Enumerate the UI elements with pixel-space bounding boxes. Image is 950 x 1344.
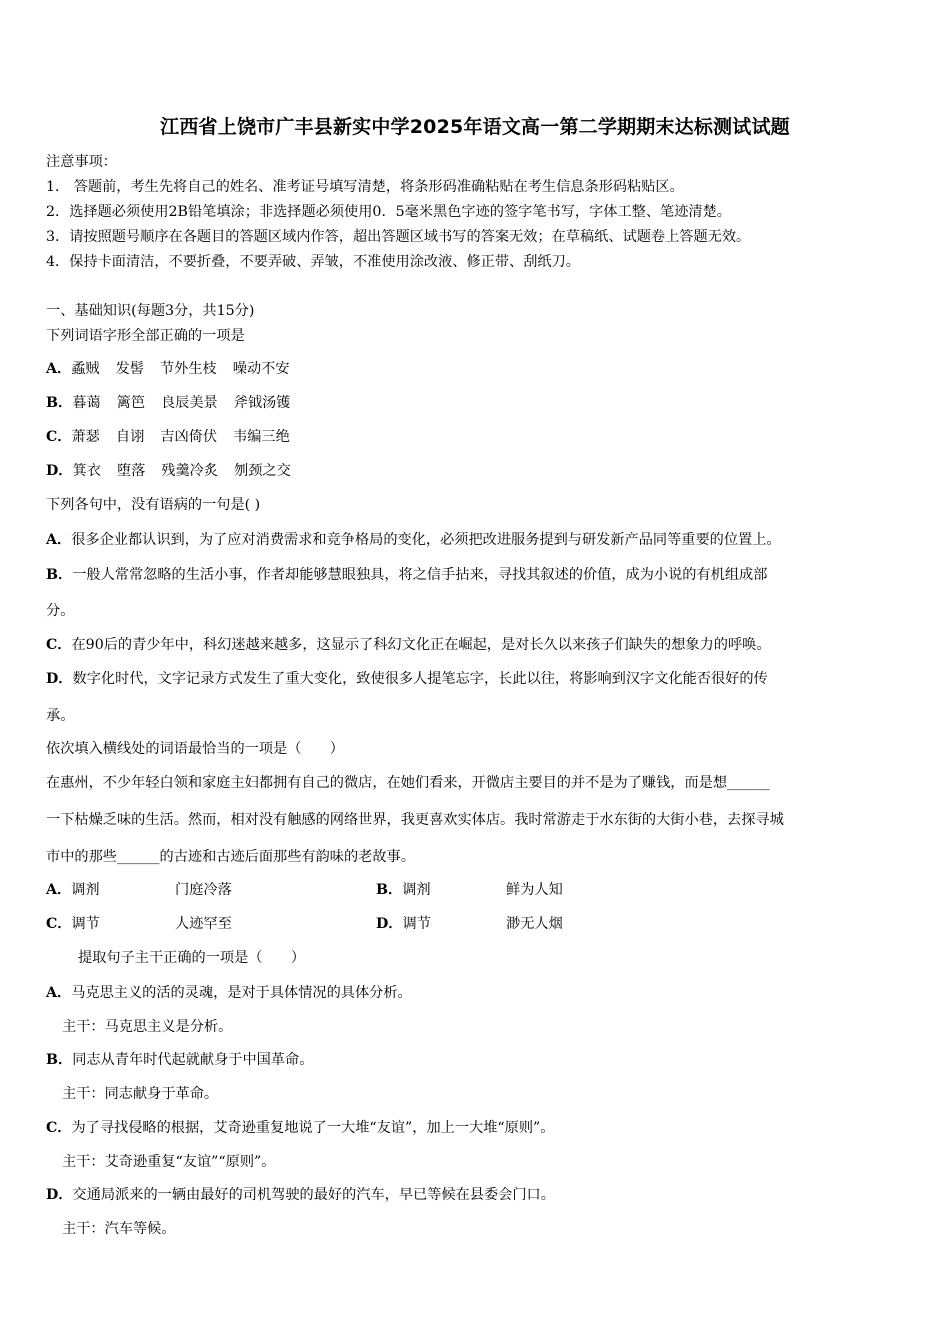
option-text: 数字化时代，文字记录方式发生了重大变化，致使很多人提笔忘字，长此以往，将影响到汉字文化能否很好的传 — [72, 671, 768, 687]
option-letter: A． — [46, 882, 72, 898]
word: 调节 — [402, 916, 431, 932]
word: 发髻 — [115, 361, 144, 377]
word: 蟊贼 — [71, 361, 100, 377]
q2-option-d — [46, 669, 768, 689]
notice-heading: 注意事项： — [46, 154, 117, 170]
option-letter: A． — [46, 361, 72, 377]
q3-option-a — [46, 880, 100, 900]
option-letter: D． — [46, 671, 73, 687]
word: 节外生枝 — [159, 361, 217, 377]
q2-option-a — [46, 530, 781, 550]
option-text: 一般人常常忽略的生活小事，作者却能够慧眼独具，将之信手拈来，寻找其叙述的价值，成为小说的有机组成部 — [72, 567, 768, 583]
q4-option-c-main: 主干：艾奇逊重复“友谊”“原则”。 — [62, 1154, 276, 1170]
option-text: 交通局派来的一辆由最好的司机驾驶的最好的汽车，早已等候在县委会门口。 — [72, 1187, 555, 1203]
q3-option-c-word2: 人迹罕至 — [175, 916, 232, 932]
q1-option-c — [46, 427, 290, 447]
option-letter: B． — [46, 567, 73, 583]
word: 堕落 — [116, 463, 146, 479]
word: 调节 — [71, 916, 100, 932]
q1-option-a — [46, 359, 290, 379]
section-heading: 一、基础知识(每题3分，共15分) — [46, 303, 255, 319]
q3-option-b-word2: 鲜为人知 — [506, 882, 563, 898]
word: 斧钺汤镬 — [233, 395, 291, 411]
q3-passage-line-3: 市中的那些______的古迹和古迹后面那些有韵味的老故事。 — [46, 849, 415, 865]
word: 调剂 — [71, 882, 100, 898]
word: 残羹冷炙 — [161, 463, 219, 479]
q1-option-b — [46, 393, 291, 413]
q2-option-b — [46, 565, 767, 585]
q3-option-d — [376, 914, 431, 934]
word: 刎颈之交 — [234, 463, 291, 479]
q4-option-b-main: 主干：同志献身于革命。 — [62, 1086, 219, 1102]
word: 吉凶倚伏 — [160, 429, 218, 445]
q4-option-b — [46, 1050, 313, 1070]
word: 箕衣 — [72, 463, 101, 479]
q3-option-c — [46, 914, 100, 934]
q4-option-d-main: 主干：汽车等候。 — [62, 1221, 176, 1237]
notice-item-4: 4．保持卡面清洁，不要折叠，不要弄破、弄皱，不准使用涂改液、修正带、刮纸刀。 — [46, 254, 580, 270]
q2-stem: 下列各句中，没有语病的一句是( ) — [46, 497, 261, 513]
q4-stem: 提取句子主干正确的一项是（ ） — [78, 950, 306, 966]
option-letter: B． — [376, 882, 403, 898]
option-text: 很多企业都认识到，为了应对消费需求和竞争格局的变化，必须把改进服务提到与研发新产品同等重要的位置上。 — [71, 532, 781, 548]
q4-option-a-main: 主干：马克思主义是分析。 — [62, 1019, 233, 1035]
word: 暮蔼 — [72, 395, 101, 411]
word: 良辰美景 — [160, 395, 218, 411]
page-title: 江西省上饶市广丰县新实中学2025年语文高一第二学期期末达标测试试题 — [160, 116, 790, 138]
word: 萧瑟 — [71, 429, 100, 445]
option-text: 马克思主义的活的灵魂，是对于具体情况的具体分析。 — [71, 985, 412, 1001]
option-letter: D． — [46, 463, 73, 479]
q4-option-d — [46, 1185, 555, 1205]
q1-option-d — [46, 461, 291, 481]
option-letter: C． — [46, 429, 72, 445]
option-text: 在90后的青少年中，科幻迷越来越多，这显示了科幻文化正在崛起，是对长久以来孩子们缺失的想象力的呼唤。 — [71, 637, 771, 653]
option-text: 为了寻找侵略的根据，艾奇逊重复地说了一大堆“友谊”，加上一大堆“原则”。 — [71, 1120, 555, 1136]
option-letter: B． — [46, 1052, 73, 1068]
word: 自诩 — [115, 429, 145, 445]
q2-option-b-cont: 分。 — [46, 603, 75, 619]
q3-option-d-word2: 渺无人烟 — [506, 916, 563, 932]
q3-stem: 依次填入横线处的词语最恰当的一项是（ ） — [46, 741, 344, 757]
notice-item-2: 2．选择题必须使用2B铅笔填涂；非选择题必须使用0．5毫米黑色字迹的签字笔书写，字体工整、笔迹清楚。 — [46, 204, 731, 220]
option-letter: D． — [376, 916, 403, 932]
option-letter: D． — [46, 1187, 73, 1203]
option-letter: B． — [46, 395, 73, 411]
word: 调剂 — [402, 882, 431, 898]
notice-item-1: 1． 答题前，考生先将自己的姓名、准考证号填写清楚，将条形码准确粘贴在考生信息条形码粘贴区。 — [46, 179, 684, 195]
q3-passage-line-2: 一下枯燥乏味的生活。然而，相对没有触感的网络世界，我更喜欢实体店。我时常游走于水东街的大街小巷，去探寻城 — [46, 812, 784, 828]
q3-option-a-word2: 门庭冷落 — [175, 882, 232, 898]
option-letter: A． — [46, 985, 72, 1001]
q2-option-d-cont: 承。 — [46, 708, 75, 724]
option-letter: C． — [46, 1120, 72, 1136]
q3-passage-line-1: 在惠州，不少年轻白领和家庭主妇都拥有自己的微店，在她们看来，开微店主要目的并不是为了赚钱，而是想______ — [46, 775, 770, 791]
option-text: 同志从青年时代起就献身于中国革命。 — [72, 1052, 314, 1068]
option-letter: A． — [46, 532, 72, 548]
q4-option-c — [46, 1118, 555, 1138]
option-letter: C． — [46, 637, 72, 653]
q2-option-c — [46, 635, 771, 655]
word: 篱笆 — [116, 395, 145, 411]
notice-item-3: 3．请按照题号顺序在各题目的答题区域内作答，超出答题区域书写的答案无效；在草稿纸、试题卷上答题无效。 — [46, 229, 751, 245]
q3-option-b — [376, 880, 431, 900]
word: 韦编三绝 — [233, 429, 290, 445]
q4-option-a — [46, 983, 412, 1003]
option-letter: C． — [46, 916, 72, 932]
q1-stem: 下列词语字形全部正确的一项是 — [46, 328, 245, 344]
word: 噪动不安 — [232, 361, 290, 377]
